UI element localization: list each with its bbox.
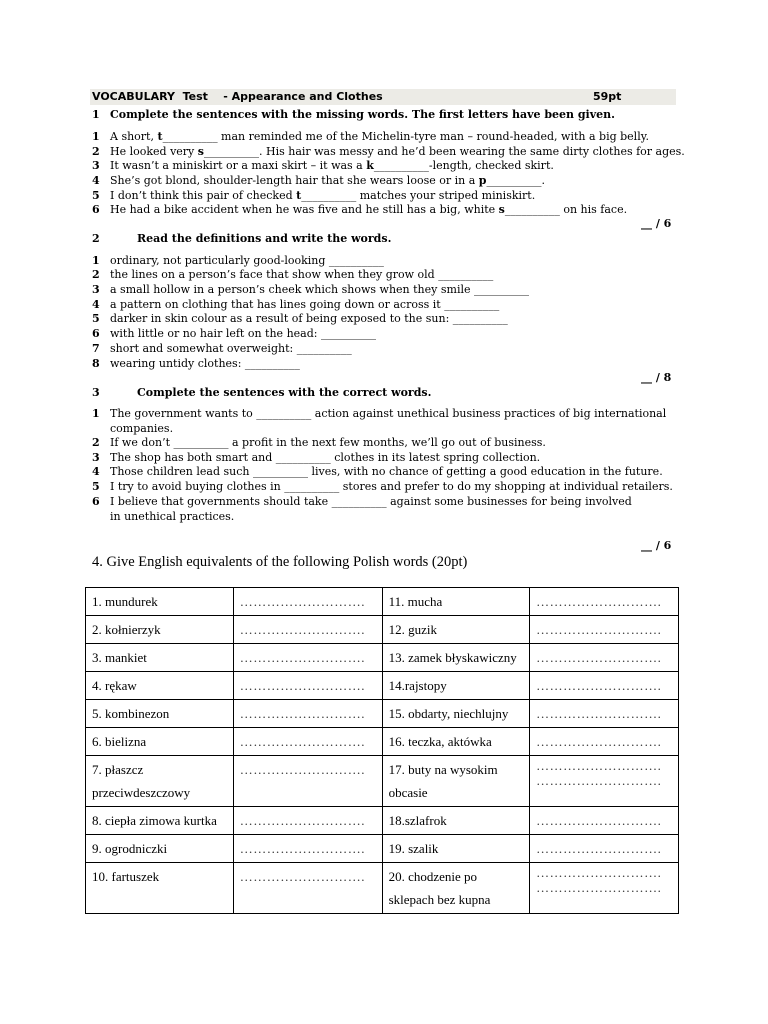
- task1-item-number: 1: [92, 130, 100, 143]
- task2-item-number: 2: [92, 268, 100, 281]
- answer-cell: ……………………….: [233, 807, 382, 835]
- task3-item-number: 5: [92, 480, 100, 493]
- answer-dots: ……………………….: [536, 865, 662, 880]
- answer-cell: ……………………….: [233, 672, 382, 700]
- task3-instruction: Complete the sentences with the correct words.: [137, 386, 432, 399]
- test-header: [90, 89, 676, 105]
- task2-item-number: 7: [92, 342, 100, 355]
- answer-cell: ……………………….: [530, 588, 679, 616]
- polish-word-cell: 9. ogrodniczki: [86, 835, 234, 863]
- answer-cell: ……………………….: [233, 644, 382, 672]
- polish-word-cell: 15. obdarty, niechlujny: [382, 700, 529, 728]
- task1-item: He looked very s__________. His hair was messy and he’d been wearing the same dirty clothes for ages.: [110, 145, 685, 158]
- task2-item: darker in skin colour as a result of being exposed to the sun: __________: [110, 312, 508, 325]
- polish-word-cell: 19. szalik: [382, 835, 529, 863]
- task3-score: __ / 6: [641, 539, 672, 552]
- task2-item-number: 6: [92, 327, 100, 340]
- task2-item: a small hollow in a person’s cheek which shows when they smile __________: [110, 283, 529, 296]
- polish-word-cell: 20. chodzenie po sklepach bez kupna: [382, 863, 529, 914]
- answer-cell: ……………………….: [233, 700, 382, 728]
- table-row: [86, 616, 679, 644]
- answer-cell: ……………………….: [530, 644, 679, 672]
- task1-item-number: 5: [92, 189, 100, 202]
- task3-number: 3: [92, 386, 100, 399]
- polish-word-cell: 17. buty na wysokim obcasie: [382, 756, 529, 807]
- answer-cell: ……………………….: [530, 835, 679, 863]
- answer-cell: ……………………….: [233, 616, 382, 644]
- polish-word-cell: 7. płaszcz przeciwdeszczowy: [86, 756, 234, 807]
- answer-cell: ……………………….: [233, 756, 382, 807]
- task2-item: with little or no hair left on the head: __________: [110, 327, 376, 340]
- task3-item: The shop has both smart and __________ clothes in its latest spring collection.: [110, 451, 541, 464]
- task3-item: The government wants to __________ action against unethical business practices of big international: [110, 407, 667, 420]
- task1-item-number: 3: [92, 159, 100, 172]
- task2-number: 2: [92, 232, 100, 245]
- task3-item-number: 4: [92, 465, 100, 478]
- task2-item-number: 5: [92, 312, 100, 325]
- task3-item-number: 1: [92, 407, 100, 420]
- task1-item: I don’t think this pair of checked t__________ matches your striped miniskirt.: [110, 189, 536, 202]
- translation-table-body: [86, 588, 679, 914]
- task3-item: If we don’t __________ a profit in the next few months, we’ll go out of business.: [110, 436, 546, 449]
- answer-cell: [530, 863, 679, 914]
- polish-word-cell: 18.szlafrok: [382, 807, 529, 835]
- table-row: [86, 700, 679, 728]
- polish-word-cell: 11. mucha: [382, 588, 529, 616]
- polish-word-cell: 2. kołnierzyk: [86, 616, 234, 644]
- task3-item: Those children lead such __________ lives, with no chance of getting a good education in the future.: [110, 465, 663, 478]
- total-points: 59pt: [593, 90, 622, 103]
- table-row: [86, 728, 679, 756]
- table-row: [86, 644, 679, 672]
- task2-item: the lines on a person’s face that show when they grow old __________: [110, 268, 494, 281]
- answer-dots: ……………………….: [536, 773, 662, 788]
- translation-table: [85, 587, 679, 914]
- task1-item-number: 4: [92, 174, 100, 187]
- task1-item-number: 6: [92, 203, 100, 216]
- polish-word-cell: 14.rajstopy: [382, 672, 529, 700]
- answer-cell: ……………………….: [530, 616, 679, 644]
- table-row: [86, 863, 679, 914]
- polish-word-cell: 13. zamek błyskawiczny: [382, 644, 529, 672]
- polish-word-cell: 6. bielizna: [86, 728, 234, 756]
- answer-cell: ……………………….: [233, 835, 382, 863]
- task1-item: It wasn’t a miniskirt or a maxi skirt – it was a k__________-length, checked skirt.: [110, 159, 554, 172]
- answer-dots: ……………………….: [536, 880, 662, 895]
- task2-item-number: 4: [92, 298, 100, 311]
- polish-word-cell: 12. guzik: [382, 616, 529, 644]
- polish-word-cell: 5. kombinezon: [86, 700, 234, 728]
- table-row: [86, 807, 679, 835]
- task1-score: __ / 6: [641, 217, 672, 230]
- task4-title: 4. Give English equivalents of the following Polish words (20pt): [92, 554, 468, 570]
- task2-score: __ / 8: [641, 371, 672, 384]
- task1-item: He had a bike accident when he was five and he still has a big, white s__________ on his face.: [110, 203, 628, 216]
- task2-item: wearing untidy clothes: __________: [110, 357, 300, 370]
- answer-cell: ……………………….: [530, 807, 679, 835]
- polish-word-cell: 1. mundurek: [86, 588, 234, 616]
- polish-word-cell: 10. fartuszek: [86, 863, 234, 914]
- polish-word-cell: 16. teczka, aktówka: [382, 728, 529, 756]
- answer-dots: ……………………….: [536, 758, 662, 773]
- task1-instruction: Complete the sentences with the missing words. The first letters have been given.: [110, 108, 615, 121]
- task1-number: 1: [92, 108, 100, 121]
- task2-item-number: 1: [92, 254, 100, 267]
- task3-item-continuation: companies.: [110, 422, 174, 435]
- table-row: [86, 588, 679, 616]
- task2-item: ordinary, not particularly good-looking __________: [110, 254, 384, 267]
- task1-item: A short, t__________ man reminded me of the Michelin-tyre man – round-headed, with a big belly.: [110, 130, 649, 143]
- answer-cell: ……………………….: [530, 672, 679, 700]
- task1-item: She’s got blond, shoulder-length hair that she wears loose or in a p__________.: [110, 174, 545, 187]
- table-row: [86, 835, 679, 863]
- task3-item-number: 6: [92, 495, 100, 508]
- table-row: [86, 672, 679, 700]
- task3-item-number: 3: [92, 451, 100, 464]
- task3-item: I try to avoid buying clothes in __________ stores and prefer to do my shopping at individual retailers.: [110, 480, 673, 493]
- answer-cell: ……………………….: [530, 700, 679, 728]
- answer-cell: ……………………….: [233, 588, 382, 616]
- task2-item-number: 8: [92, 357, 100, 370]
- task3-item: I believe that governments should take __________ against some businesses for being involved: [110, 495, 632, 508]
- polish-word-cell: 4. rękaw: [86, 672, 234, 700]
- task2-item: a pattern on clothing that has lines going down or across it __________: [110, 298, 500, 311]
- table-row: [86, 756, 679, 807]
- polish-word-cell: 8. ciepła zimowa kurtka: [86, 807, 234, 835]
- task1-item-number: 2: [92, 145, 100, 158]
- task3-item-continuation: in unethical practices.: [110, 510, 235, 523]
- polish-word-cell: 3. mankiet: [86, 644, 234, 672]
- answer-cell: ……………………….: [233, 728, 382, 756]
- task2-item-number: 3: [92, 283, 100, 296]
- task3-item-number: 2: [92, 436, 100, 449]
- test-title: VOCABULARY Test - Appearance and Clothes: [92, 90, 383, 103]
- answer-cell: ……………………….: [530, 728, 679, 756]
- answer-cell: ……………………….: [233, 863, 382, 914]
- task2-item: short and somewhat overweight: __________: [110, 342, 352, 355]
- answer-cell: [530, 756, 679, 807]
- task2-instruction: Read the definitions and write the words.: [137, 232, 392, 245]
